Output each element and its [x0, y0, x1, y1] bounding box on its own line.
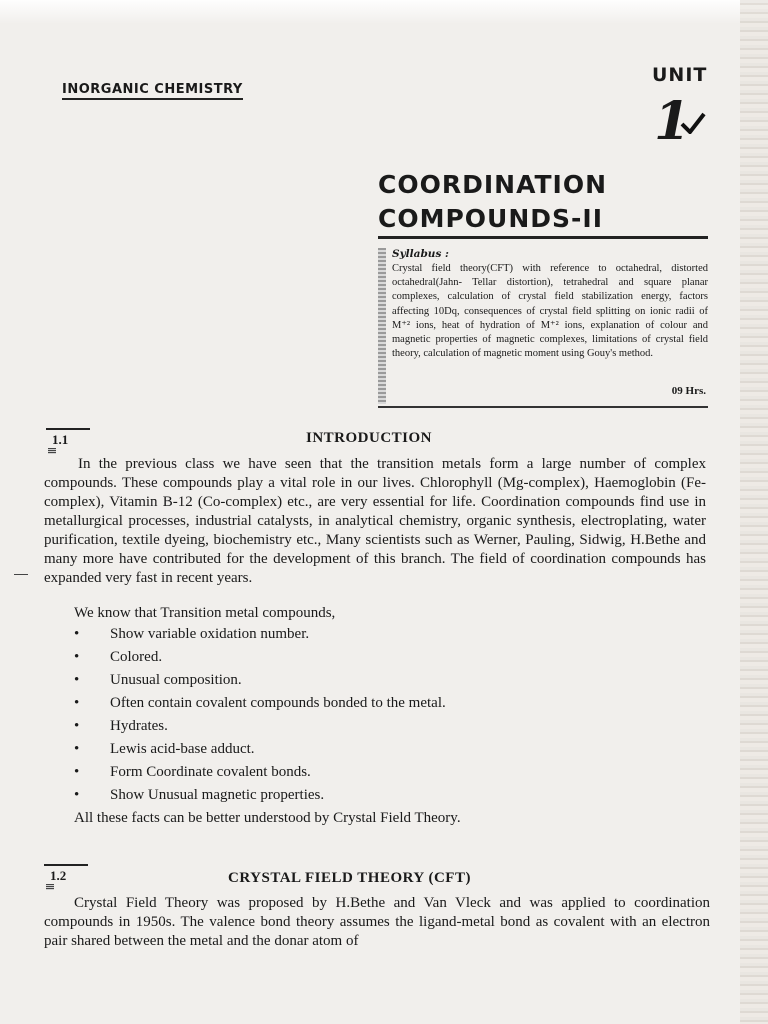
bullet-icon: •: [74, 649, 80, 665]
conclusion-text: All these facts can be better understood by Crystal Field Theory.: [74, 810, 461, 826]
chapter-title-line-2: COMPOUNDS-II: [378, 204, 604, 233]
list-item-text: Often contain covalent compounds bonded to the metal.: [110, 695, 446, 711]
syllabus-heading: Syllabus :: [392, 248, 449, 260]
page-edge-shadow: [0, 0, 768, 24]
section-title: CRYSTAL FIELD THEORY (CFT): [228, 870, 471, 886]
section-number-box: [46, 428, 90, 456]
section-marker: [48, 448, 56, 454]
section-number: 1.1: [52, 432, 69, 447]
list-item-text: Hydrates.: [110, 718, 168, 734]
syllabus-box: [378, 244, 708, 408]
list-item-text: Unusual composition.: [110, 672, 242, 688]
lead-in-text: We know that Transition metal compounds,: [74, 605, 336, 621]
syllabus-side-bar: [378, 248, 386, 404]
title-rule: [378, 236, 708, 239]
unit-label: UNIT: [652, 64, 708, 86]
section-number: 1.2: [50, 868, 67, 883]
bullet-icon: •: [74, 718, 80, 734]
bullet-icon: •: [74, 787, 80, 803]
cft-paragraph: Crystal Field Theory was proposed by H.Bethe and Van Vleck and was applied to coordination compounds in 1950s. The valence bond theory assumes the ligand-metal bond as covalent with an electron pair shared between the metal and the donar atom of: [44, 895, 710, 949]
section-number-box: [44, 864, 88, 892]
bullet-icon: •: [74, 695, 80, 711]
list-item-text: Lewis acid-base adduct.: [110, 741, 255, 757]
chapter-title-line-1: COORDINATION: [378, 170, 608, 199]
intro-paragraph: In the previous class we have seen that the transition metals form a large number of complex compounds. These compounds play a vital role in our lives. Chlorophyll (Mg-complex), Haemoglobin (Fe-complex), Vitamin B-12 (Co-complex) etc., are very essential for life. Coordination compounds find use in metallurgical processes, industrial catalysts, in analytical chemistry, organic synthesis, electroplating, water purification, textile dyeing, biochemistry etc., Many scientists such as Werner, Pauling, Sidwig, H.Bethe and many more have contributed for the development of this branch. The field of coordination compounds has expanded very fast in recent years.: [44, 456, 706, 586]
list-item-text: Show Unusual magnetic properties.: [110, 787, 325, 803]
list-item-text: Show variable oxidation number.: [110, 626, 310, 642]
syllabus-text: Crystal field theory(CFT) with reference to octahedral, distorted octahedral(Jahn- Tellar distortion), tetrahedral and square planar complexes, calculation of crystal field stabilization energy, factors affecting 10Dq, consequences of crystal field splitting on ionic radii of M⁺² ions, heat of hydration of M⁺² ions, explanation of colour and magnetic properties of magnetic complexes, limitations of crystal field theory, calculation of magnetic moment using Gouy's method.: [392, 263, 708, 360]
bullet-icon: •: [74, 672, 80, 688]
syllabus-hours: 09 Hrs.: [671, 385, 706, 397]
tick-mark-icon: [680, 112, 706, 134]
page-edge-speckle: [740, 0, 768, 1024]
section-marker: [46, 884, 54, 890]
bullet-icon: •: [74, 764, 80, 780]
list-item-text: Form Coordinate covalent bonds.: [110, 764, 311, 780]
unit-number: 1: [654, 91, 691, 152]
chapter-title: [378, 168, 607, 236]
section-title: INTRODUCTION: [306, 430, 433, 446]
subject-header: INORGANIC CHEMISTRY: [62, 82, 243, 100]
list-item-text: Colored.: [110, 649, 163, 665]
bullet-icon: •: [74, 626, 80, 642]
bullet-icon: •: [74, 741, 80, 757]
margin-mark: [14, 574, 28, 575]
